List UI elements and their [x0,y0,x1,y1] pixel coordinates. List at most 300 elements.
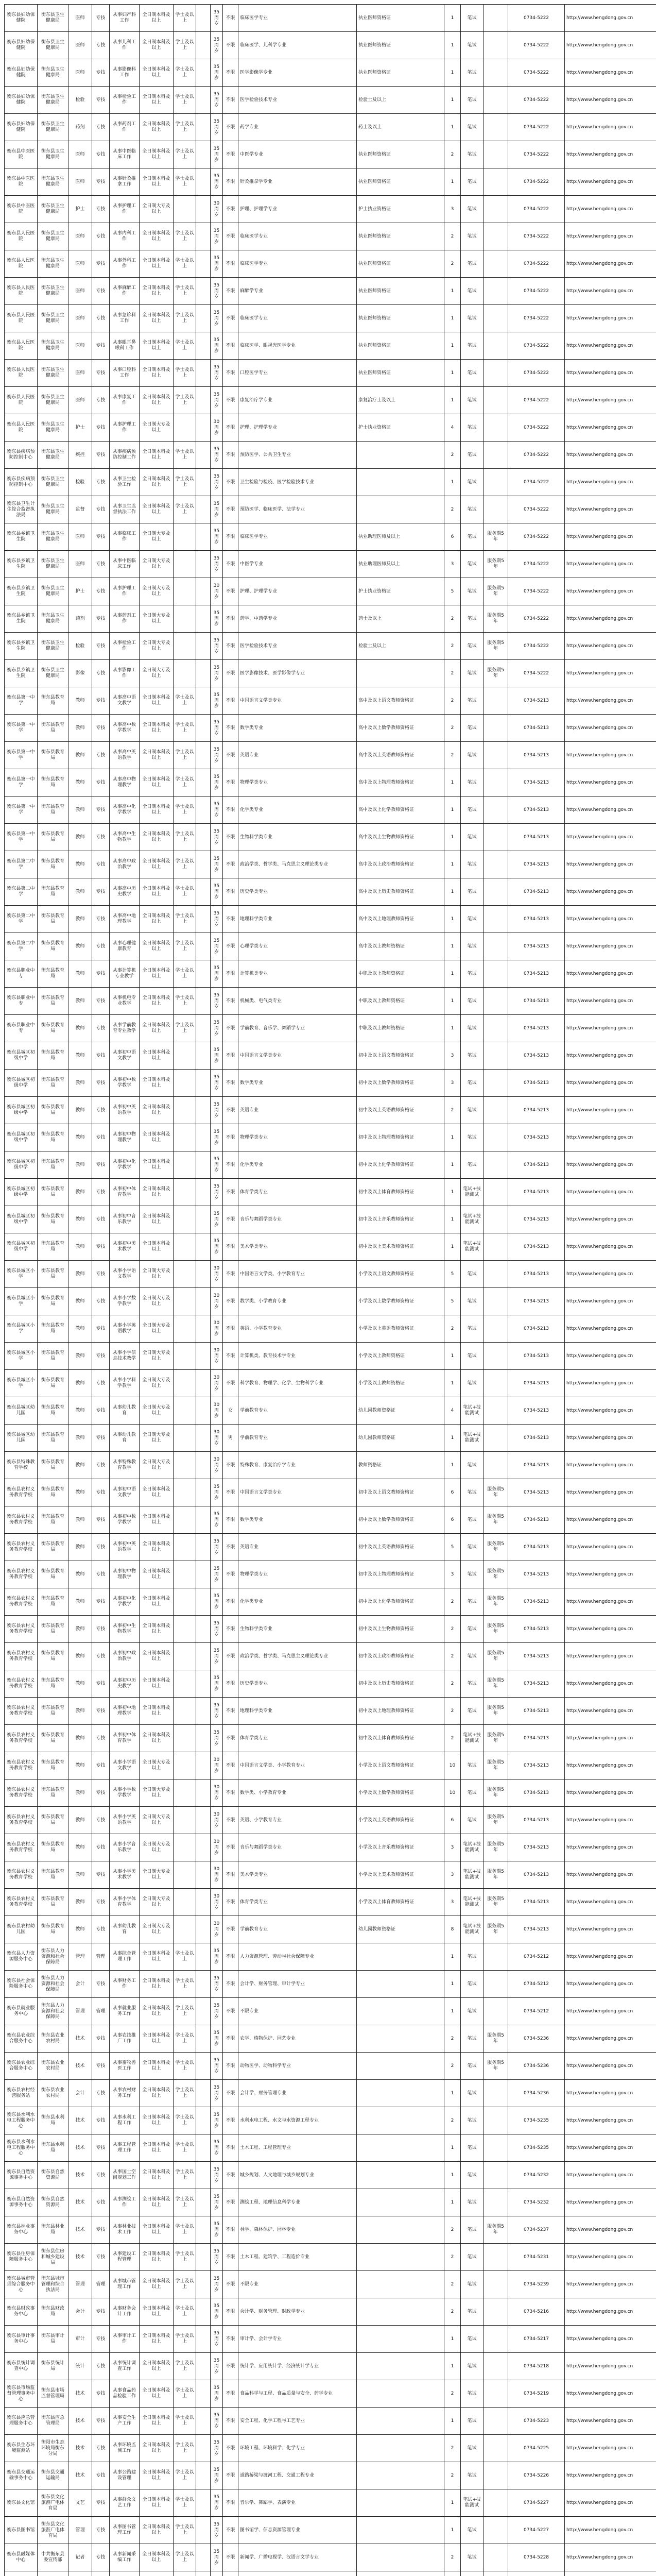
table-cell[interactable]: http://www.hengdong.gov.cn [565,1780,656,1807]
table-cell: 音乐学、舞蹈学、表演专业 [238,2489,357,2517]
table-cell: 教师 [68,1616,92,1643]
table-cell[interactable]: http://www.hengdong.gov.cn [565,1807,656,1834]
table-cell[interactable]: http://www.hengdong.gov.cn [565,496,656,523]
table-cell[interactable]: http://www.hengdong.gov.cn [565,2298,656,2326]
table-cell [196,305,211,332]
table-cell[interactable]: http://www.hengdong.gov.cn [565,442,656,469]
table-cell: 3 [444,551,461,578]
table-cell: 35周岁 [211,2216,223,2244]
table-cell[interactable]: http://www.hengdong.gov.cn [565,1506,656,1534]
table-cell: 专技 [92,1807,110,1834]
table-cell: 衡东县自然资源事务中心 [5,2189,38,2216]
table-cell[interactable]: http://www.hengdong.gov.cn [565,1670,656,1698]
table-cell [484,1288,508,1315]
table-cell: 衡东县文化旅游广电体育局 [38,2489,68,2517]
table-cell [196,2544,211,2571]
table-cell: 不限 [223,1916,238,1943]
table-cell[interactable]: http://www.hengdong.gov.cn [565,1534,656,1561]
table-cell: 文艺 [68,2489,92,2517]
table-cell: 学士及以上 [174,824,196,851]
table-cell[interactable]: http://www.hengdong.gov.cn [565,878,656,906]
table-cell: 衡东县中医医院 [5,168,38,196]
table-cell: 衡东县教育局 [38,1561,68,1588]
table-cell: 从事初中体育教学 [110,1725,140,1752]
table-cell[interactable]: http://www.hengdong.gov.cn [565,2517,656,2544]
table-cell[interactable]: http://www.hengdong.gov.cn [565,1179,656,1206]
table-cell[interactable]: http://www.hengdong.gov.cn [565,2216,656,2244]
table-cell[interactable]: http://www.hengdong.gov.cn [565,1097,656,1124]
table-cell: 服务期5年 [484,523,508,551]
table-cell[interactable]: http://www.hengdong.gov.cn [565,1370,656,1397]
table-cell[interactable]: http://www.hengdong.gov.cn [565,1425,656,1452]
table-cell: 全日制大专及以上 [140,578,174,605]
table-cell: 初中及以上英语教师资格证 [357,1097,444,1124]
table-cell: 服务期5年 [484,1588,508,1616]
table-cell [196,1343,211,1370]
table-cell: 专技 [92,196,110,223]
table-cell: 技术 [68,2107,92,2134]
table-cell: 服务期5年 [484,1889,508,1916]
table-cell: 从事卫生检验工作 [110,469,140,496]
table-cell: 学士及以上 [174,1971,196,1998]
table-cell[interactable]: http://www.hengdong.gov.cn [565,1015,656,1042]
table-cell: 0734-5222 [508,278,565,305]
table-cell: 医师 [68,141,92,168]
table-cell: 服务期5年 [484,1561,508,1588]
table-cell: 专技 [92,1534,110,1561]
table-cell [484,5,508,32]
table-cell: 衡东县卫生健康局 [38,114,68,141]
table-cell: 检验 [68,469,92,496]
table-cell [174,1479,196,1506]
table-cell[interactable]: http://www.hengdong.gov.cn [565,2271,656,2298]
table-cell: 不限 [223,1370,238,1397]
table-cell: 初中及以上物理教师资格证 [357,1124,444,1151]
table-cell[interactable]: http://www.hengdong.gov.cn [565,1561,656,1588]
table-cell[interactable]: http://www.hengdong.gov.cn [565,2080,656,2107]
table-cell: 衡东县教育局 [38,1479,68,1506]
table-cell[interactable]: http://www.hengdong.gov.cn [565,1288,656,1315]
table-cell[interactable]: http://www.hengdong.gov.cn [565,551,656,578]
table-cell: 0734-5222 [508,114,565,141]
table-cell[interactable]: http://www.hengdong.gov.cn [565,2326,656,2353]
table-cell[interactable]: http://www.hengdong.gov.cn [565,360,656,387]
table-cell: 不限 [223,1861,238,1889]
table-cell [196,769,211,796]
table-cell: 从事初中体育教学 [110,1179,140,1206]
table-cell[interactable]: http://www.hengdong.gov.cn [565,1315,656,1343]
table-cell: 笔试 [461,278,484,305]
table-cell[interactable]: http://www.hengdong.gov.cn [565,59,656,87]
table-cell[interactable]: http://www.hengdong.gov.cn [565,2162,656,2189]
table-cell: 不限 [223,223,238,250]
table-cell [196,1370,211,1397]
table-cell: 35周岁 [211,1124,223,1151]
table-cell: 全日制大专及以上 [140,1397,174,1425]
table-cell[interactable]: http://www.hengdong.gov.cn [565,1397,656,1425]
table-row [5,1834,656,1861]
table-cell: 0734-5222 [508,168,565,196]
table-cell: 全日制本科及以上 [140,1042,174,1070]
table-cell: 从事儿科工作 [110,32,140,59]
table-cell: 全日制本科及以上 [140,1971,174,1998]
table-cell: 0734-5222 [508,551,565,578]
table-cell: 全日制本科及以上 [140,168,174,196]
table-cell: 6 [444,1807,461,1834]
table-cell: 教师 [68,878,92,906]
table-cell[interactable]: http://www.hengdong.gov.cn [565,2408,656,2435]
table-cell: 医师 [68,551,92,578]
table-cell: 教师 [68,1561,92,1588]
table-cell: 服务期5年 [484,2053,508,2080]
table-cell[interactable]: http://www.hengdong.gov.cn [565,633,656,660]
table-cell: 从事卫生监督执法工作 [110,496,140,523]
table-cell[interactable]: http://www.hengdong.gov.cn [565,5,656,32]
table-cell [196,1452,211,1479]
table-cell: 1 [444,1015,461,1042]
table-cell[interactable]: http://www.hengdong.gov.cn [565,141,656,168]
table-cell: 英语、小学教育专业 [238,1315,357,1343]
table-cell: 专技 [92,1698,110,1725]
table-cell[interactable]: http://www.hengdong.gov.cn [565,851,656,878]
table-cell: 新闻学、广播电视学、汉语言文学专业 [238,2544,357,2571]
table-cell: 衡东县统计局 [38,2353,68,2380]
table-cell[interactable]: http://www.hengdong.gov.cn [565,1616,656,1643]
table-cell: 疾控 [68,442,92,469]
table-cell: 衡东县乡镇卫生院 [5,660,38,687]
table-cell [196,1397,211,1425]
table-cell: 教师 [68,1397,92,1425]
table-cell[interactable]: http://www.hengdong.gov.cn [565,1479,656,1506]
table-cell[interactable]: http://www.hengdong.gov.cn [565,2025,656,2053]
table-row [5,1643,656,1670]
table-cell: 衡东县卫生健康局 [38,414,68,442]
table-cell: 检验 [68,633,92,660]
table-cell[interactable]: http://www.hengdong.gov.cn [565,32,656,59]
table-cell [484,1124,508,1151]
table-cell: 35周岁 [211,87,223,114]
table-row [5,1807,656,1834]
table-cell [174,1315,196,1343]
table-cell: 教师 [68,960,92,988]
table-cell[interactable]: http://www.hengdong.gov.cn [565,1834,656,1861]
table-cell [174,1588,196,1616]
table-cell[interactable]: http://www.hengdong.gov.cn [565,2353,656,2380]
table-cell: 服务期5年 [484,633,508,660]
table-cell: 衡东县人民医院 [5,305,38,332]
table-cell[interactable]: http://www.hengdong.gov.cn [565,687,656,715]
table-cell [196,1588,211,1616]
table-cell[interactable]: http://www.hengdong.gov.cn [565,1861,656,1889]
table-cell: 从事城市管理工作 [110,2271,140,2298]
table-cell [174,1506,196,1534]
table-cell: 1 [444,1179,461,1206]
table-cell[interactable]: http://www.hengdong.gov.cn [565,1343,656,1370]
table-cell: 1 [444,1425,461,1452]
table-cell[interactable]: http://www.hengdong.gov.cn [565,1151,656,1179]
table-cell [484,1179,508,1206]
table-cell: 学士及以上 [174,496,196,523]
table-cell [484,32,508,59]
table-cell: 专技 [92,2107,110,2134]
table-row [5,1261,656,1288]
table-cell: 数学类、小学教育专业 [238,1780,357,1807]
table-cell: 不限 [223,933,238,960]
table-cell: 0734-5222 [508,387,565,414]
table-cell: 学士及以上 [174,87,196,114]
table-cell: 笔试 [461,250,484,278]
table-cell: 衡东县林业局 [38,2216,68,2244]
table-cell: 教师 [68,742,92,769]
table-cell: 2 [444,1725,461,1752]
table-cell: 全日制本科及以上 [140,1561,174,1588]
table-cell: 1 [444,1233,461,1261]
table-cell: 0734-5231 [508,2244,565,2271]
table-cell[interactable]: http://www.hengdong.gov.cn [565,1943,656,1971]
table-cell: 0734-5236 [508,2053,565,2080]
table-cell: 不限 [223,851,238,878]
table-cell: 2 [444,2462,461,2489]
table-cell: 服务期5年 [484,1479,508,1506]
table-cell: 0734-5213 [508,1643,565,1670]
table-cell: 0734-5222 [508,523,565,551]
table-cell[interactable]: http://www.hengdong.gov.cn [565,1971,656,1998]
table-cell: 全日制本科及以上 [140,988,174,1015]
table-cell: 衡东县第二中学 [5,933,38,960]
table-cell: 医师 [68,305,92,332]
table-cell[interactable]: http://www.hengdong.gov.cn [565,523,656,551]
table-cell: 专技 [92,5,110,32]
table-cell[interactable]: http://www.hengdong.gov.cn [565,196,656,223]
table-cell[interactable]: http://www.hengdong.gov.cn [565,2189,656,2216]
table-cell: 0734-5213 [508,1670,565,1698]
table-cell: 不限 [223,1752,238,1780]
table-cell: 学士及以上 [174,2298,196,2326]
table-cell: 药剂 [68,114,92,141]
table-cell: 从事护理工作 [110,196,140,223]
table-cell: 专技 [92,2162,110,2189]
table-cell: 衡东县疾病预防控制中心 [5,469,38,496]
table-cell: 小学及以上音乐教师资格证 [357,1834,444,1861]
table-cell: 专技 [92,387,110,414]
table-cell: 专技 [92,2134,110,2162]
table-cell: 不限 [223,578,238,605]
table-cell: 学士及以上 [174,2517,196,2544]
table-cell [196,2517,211,2544]
table-cell: 衡东县农业综合服务中心 [5,2053,38,2080]
table-cell[interactable]: http://www.hengdong.gov.cn [565,1889,656,1916]
table-cell[interactable]: http://www.hengdong.gov.cn [565,2107,656,2134]
table-cell[interactable]: http://www.hengdong.gov.cn [565,223,656,250]
table-cell: 1 [444,59,461,87]
table-cell[interactable]: http://www.hengdong.gov.cn [565,742,656,769]
table-cell[interactable]: http://www.hengdong.gov.cn [565,988,656,1015]
table-cell[interactable]: http://www.hengdong.gov.cn [565,1588,656,1616]
table-cell: 5 [444,1288,461,1315]
table-cell: 全日制本科及以上 [140,2298,174,2326]
table-cell[interactable]: http://www.hengdong.gov.cn [565,1261,656,1288]
table-cell: 全日制本科及以上 [140,496,174,523]
table-cell [357,2298,444,2326]
table-cell[interactable]: http://www.hengdong.gov.cn [565,87,656,114]
table-cell: 2 [444,2053,461,2080]
table-cell [484,1151,508,1179]
table-cell: 衡东县卫生健康局 [38,360,68,387]
table-cell: 35周岁 [211,32,223,59]
table-cell: 衡东县城区初级中学 [5,1206,38,1233]
table-cell: 从事小学科学教学 [110,1370,140,1397]
table-cell[interactable]: http://www.hengdong.gov.cn [565,1452,656,1479]
table-cell[interactable]: http://www.hengdong.gov.cn [565,1725,656,1752]
table-cell[interactable]: http://www.hengdong.gov.cn [565,332,656,360]
table-cell[interactable]: http://www.hengdong.gov.cn [565,660,656,687]
table-row [5,2544,656,2571]
table-cell: 0734-5212 [508,1971,565,1998]
table-cell[interactable]: http://www.hengdong.gov.cn [565,1233,656,1261]
table-cell: 学士及以上 [174,469,196,496]
table-cell[interactable]: http://www.hengdong.gov.cn [565,2544,656,2571]
table-cell [484,2353,508,2380]
table-cell [174,1725,196,1752]
table-cell [174,1042,196,1070]
table-cell: 30周岁 [211,1807,223,1834]
table-cell: 0734-5213 [508,1725,565,1752]
table-cell: 初中及以上化学教师资格证 [357,1151,444,1179]
table-cell: 衡东县第一中学 [5,715,38,742]
table-cell: 不限 [223,715,238,742]
table-cell: 从事初中地理教学 [110,1698,140,1725]
table-cell: 笔试 [461,1807,484,1834]
table-cell: 衡东县卫生健康局 [38,387,68,414]
table-cell: 35周岁 [211,1588,223,1616]
table-cell: 不限 [223,1616,238,1643]
table-cell: 0734-5222 [508,496,565,523]
table-cell: 教师 [68,1725,92,1752]
table-cell: 高中及以上语文教师资格证 [357,687,444,715]
table-cell[interactable]: http://www.hengdong.gov.cn [565,1698,656,1725]
table-row [5,278,656,305]
table-cell: 学士及以上 [174,2216,196,2244]
table-cell [196,114,211,141]
table-cell: 衡东县人民医院 [5,414,38,442]
table-cell[interactable]: http://www.hengdong.gov.cn [565,1206,656,1233]
table-cell[interactable]: http://www.hengdong.gov.cn [565,414,656,442]
table-cell[interactable]: http://www.hengdong.gov.cn [565,1070,656,1097]
table-cell[interactable]: http://www.hengdong.gov.cn [565,1752,656,1780]
table-cell[interactable]: http://www.hengdong.gov.cn [565,168,656,196]
table-cell[interactable]: http://www.hengdong.gov.cn [565,906,656,933]
table-cell: 30周岁 [211,414,223,442]
table-cell: 教师 [68,769,92,796]
table-cell[interactable]: http://www.hengdong.gov.cn [565,278,656,305]
table-cell: 执业助理医师及以上 [357,523,444,551]
table-cell[interactable]: http://www.hengdong.gov.cn [565,469,656,496]
table-cell: 35周岁 [211,988,223,1015]
table-cell: 笔试 [461,168,484,196]
table-cell: 35周岁 [211,2489,223,2517]
table-cell: 临床医学专业 [238,223,357,250]
table-cell: 笔试 [461,715,484,742]
table-cell[interactable]: http://www.hengdong.gov.cn [565,1998,656,2025]
table-cell: 不限 [223,2298,238,2326]
table-cell[interactable]: http://www.hengdong.gov.cn [565,2244,656,2271]
table-cell[interactable]: http://www.hengdong.gov.cn [565,2435,656,2462]
table-cell[interactable]: http://www.hengdong.gov.cn [565,2489,656,2517]
table-cell[interactable]: http://www.hengdong.gov.cn [565,2462,656,2489]
table-cell[interactable]: http://www.hengdong.gov.cn [565,114,656,141]
table-cell: 不限 [223,5,238,32]
table-cell[interactable]: http://www.hengdong.gov.cn [565,824,656,851]
table-cell: 执业医师资格证 [357,32,444,59]
table-cell: 不限 [223,769,238,796]
table-cell: 专技 [92,414,110,442]
table-cell[interactable]: http://www.hengdong.gov.cn [565,250,656,278]
table-cell: 衡东县教育局 [38,933,68,960]
table-cell [174,1834,196,1861]
table-cell [484,2380,508,2408]
table-cell: 3 [444,1889,461,1916]
table-cell: 学士及以上 [174,769,196,796]
table-cell: 不限 [223,2025,238,2053]
table-cell: 衡东县城区初级中学 [5,1233,38,1261]
table-cell: 笔试+技能测试 [461,1916,484,1943]
table-cell[interactable]: http://www.hengdong.gov.cn [565,769,656,796]
table-cell: 教师 [68,1834,92,1861]
table-cell: 2 [444,2216,461,2244]
table-cell[interactable]: http://www.hengdong.gov.cn [565,1124,656,1151]
table-cell: 0734-5222 [508,442,565,469]
table-cell[interactable]: http://www.hengdong.gov.cn [565,1042,656,1070]
table-cell: 0734-5213 [508,1861,565,1889]
table-cell: 教师 [68,1643,92,1670]
table-cell: 0734-5222 [508,141,565,168]
table-cell [196,715,211,742]
table-cell[interactable]: http://www.hengdong.gov.cn [565,2134,656,2162]
table-cell: 服务期5年 [484,1780,508,1807]
table-cell [174,1397,196,1425]
table-cell: 教师 [68,906,92,933]
table-cell: 食品科学与工程、食品质量与安全、药学专业 [238,2380,357,2408]
table-cell[interactable] [565,2571,656,2576]
table-cell: 不限 [223,1261,238,1288]
table-cell: 护士执业资格证 [357,196,444,223]
table-cell[interactable]: http://www.hengdong.gov.cn [565,796,656,824]
table-cell[interactable]: http://www.hengdong.gov.cn [565,1643,656,1670]
table-cell: 30周岁 [211,1861,223,1889]
table-cell[interactable]: http://www.hengdong.gov.cn [565,2053,656,2080]
table-cell[interactable]: http://www.hengdong.gov.cn [565,578,656,605]
table-cell [484,414,508,442]
table-cell[interactable]: http://www.hengdong.gov.cn [565,387,656,414]
table-cell[interactable]: http://www.hengdong.gov.cn [565,933,656,960]
table-cell: 专技 [92,2544,110,2571]
table-cell: 笔试 [461,2244,484,2271]
table-cell[interactable]: http://www.hengdong.gov.cn [565,605,656,633]
table-cell[interactable]: http://www.hengdong.gov.cn [565,2380,656,2408]
table-cell: 衡东县水利局 [38,2107,68,2134]
table-cell[interactable]: http://www.hengdong.gov.cn [565,960,656,988]
table-cell: 动物医学、动物科学专业 [238,2053,357,2080]
table-cell[interactable]: http://www.hengdong.gov.cn [565,305,656,332]
table-cell: 30周岁 [211,1452,223,1479]
table-cell [484,742,508,769]
table-cell: 笔试 [461,2544,484,2571]
table-cell [357,2216,444,2244]
table-cell: 专技 [92,769,110,796]
table-cell: 35周岁 [211,2189,223,2216]
table-cell[interactable]: http://www.hengdong.gov.cn [565,715,656,742]
table-cell[interactable]: http://www.hengdong.gov.cn [565,1916,656,1943]
